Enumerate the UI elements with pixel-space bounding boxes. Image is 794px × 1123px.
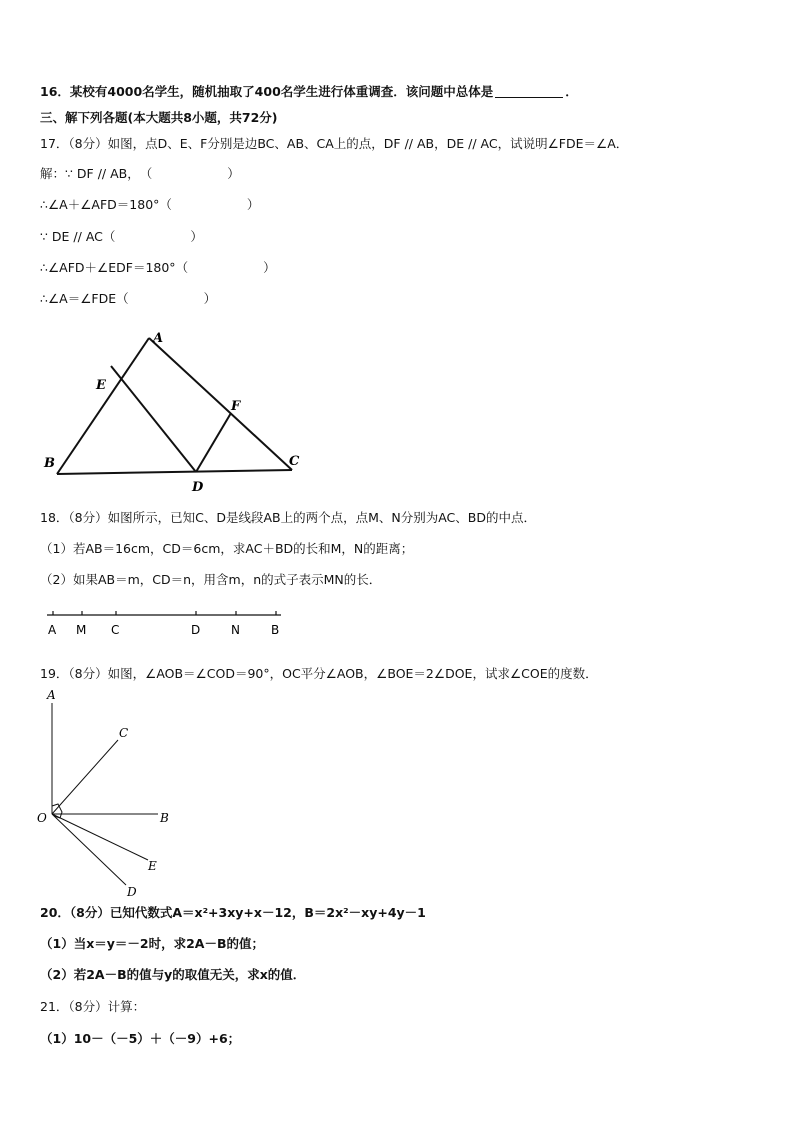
label-d: D [192,480,204,495]
segment-ed [111,366,196,472]
q17-step-1-reason[interactable]: （ ） [139,166,240,181]
q17-step-5-reason[interactable]: （ ） [116,291,217,306]
line-label-b: B [271,623,280,637]
line-label-c: C [111,623,120,637]
segment-bc [57,470,292,474]
q19-stem: 19．（8分）如图，∠AOB＝∠COD＝90°，OC平分∠AOB，∠BOE＝2∠DOE，试求∠COE的度数． [40,666,598,681]
ray-oe [52,814,148,860]
line-label-n: N [231,623,240,637]
label-a: A [153,331,164,346]
label-c: C [289,454,300,469]
q18-stem: 18．（8分）如图所示，已知C、D是线段AB上的两个点，点M、N分别为AC、BD的中点． [40,510,536,525]
label-b: B [44,456,55,471]
q17-step-1-text: 解：∵ DF // AB， [40,166,140,181]
q18-part-2: （2）如果AB＝m，CD＝n，用含m，n的式子表示MN的长． [40,572,382,587]
label-e: E [96,378,106,393]
segment-df [196,413,231,472]
q17-step-2-reason[interactable]: （ ） [159,197,260,212]
ray-oc [52,740,118,814]
angle-label-c: C [119,726,129,740]
ray-od [52,814,126,885]
q17-step-4-text: ∴∠AFD＋∠EDF＝180° [40,260,176,275]
q20-part-2: （2）若2A－B的值与y的取值无关，求x的值． [40,967,306,982]
angle-label-o: O [37,811,47,825]
q17-step-4-reason[interactable]: （ ） [175,260,276,275]
q17-step-3-reason[interactable]: （ ） [102,229,203,244]
angle-label-a: A [47,688,56,702]
q16-prefix: 16．某校有4000名学生，随机抽取了400名学生进行体重调查．该问题中总体是 [40,84,494,99]
line-label-m: M [76,623,87,637]
label-f: F [231,399,241,414]
q17-stem: 17．（8分）如图，点D、E、F分别是边BC、AB、CA上的点，DF // AB，DE // AC，试说明∠FDE＝∠A． [40,136,629,151]
q16-suffix: ． [565,84,578,99]
angle-label-d: D [127,885,137,899]
q17-step-5-text: ∴∠A＝∠FDE [40,291,117,306]
segment-ab [57,338,149,474]
q20-part-1: （1）当x＝y＝－2时，求2A－B的值； [40,936,265,951]
angle-label-b: B [160,811,169,825]
q21-part-1: （1）10－（－5）＋（－9）+6； [40,1031,241,1046]
q20-stem: 20．（8分）已知代数式A＝x²+3xy+x－12，B＝2x²－xy+4y－1 [40,905,426,920]
segment-ac [149,338,292,470]
angle-label-e: E [148,859,157,873]
section-3-heading: 三、解下列各题(本大题共8小题，共72分) [40,110,278,125]
q21-stem: 21．（8分）计算： [40,999,146,1014]
q18-part-1: （1）若AB＝16cm，CD＝6cm，求AC＋BD的长和M，N的距离； [40,541,414,556]
line-label-d: D [191,623,201,637]
line-label-a: A [48,623,57,637]
q17-step-2-text: ∴∠A＋∠AFD＝180° [40,197,160,212]
q17-step-3-text: ∵ DE // AC [40,229,103,244]
